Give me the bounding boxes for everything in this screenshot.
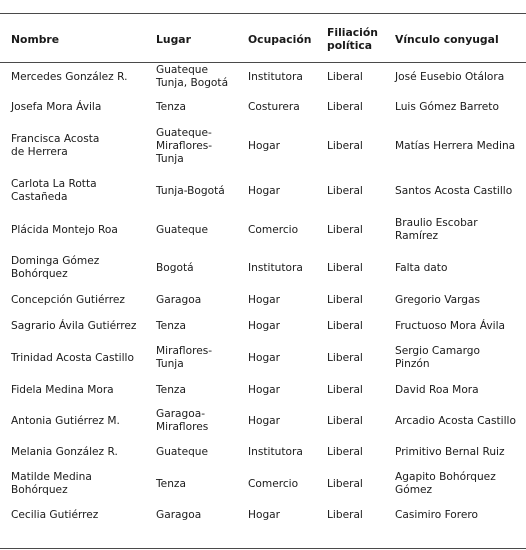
cell-ocupacion: Hogar [248,414,281,427]
table-row [0,466,526,502]
cell-lugar: Guateque [156,223,209,236]
cell-nombre: Antonia Gutiérrez M. [11,414,120,427]
cell-nombre: Josefa Mora Ávila [11,100,102,113]
cell-ocupacion: Costurera [248,100,300,113]
table-row [0,376,526,404]
cell-ocupacion: Institutora [248,261,303,274]
cell-nombre: Matilde Medina Bohórquez [11,471,92,496]
cell-nombre: Francisca Acosta de Herrera [11,133,100,158]
cell-filiacion: Liberal [327,261,363,274]
cell-lugar: Tunja-Bogotá [156,184,225,197]
cell-lugar: Tenza [156,477,186,490]
cell-lugar: Guateque [156,445,209,458]
cell-vinculo: Primitivo Bernal Ruiz [395,445,505,458]
cell-lugar: Miraflores- Tunja [156,345,213,370]
cell-lugar: Tenza [156,100,186,113]
cell-ocupacion: Hogar [248,383,281,396]
cell-ocupacion: Hogar [248,351,281,364]
cell-vinculo: Sergio Camargo Pinzón [395,345,481,370]
header-filiacion-politica: Filiación política [327,26,378,52]
cell-vinculo: David Roa Mora [395,383,479,396]
cell-filiacion: Liberal [327,70,363,83]
cell-vinculo: Braulio Escobar Ramírez [395,217,478,242]
cell-lugar: Garagoa [156,293,202,306]
table-row [0,404,526,438]
cell-lugar: Guateque- Miraflores- Tunja [156,126,213,165]
cell-nombre: Trinidad Acosta Castillo [11,351,134,364]
table-row [0,288,526,312]
cell-vinculo: Casimiro Forero [395,508,479,521]
cell-nombre: Dominga Gómez Bohórquez [11,255,100,280]
cell-ocupacion: Hogar [248,508,281,521]
cell-filiacion: Liberal [327,100,363,113]
cell-nombre: Plácida Montejo Roa [11,223,118,236]
table-row [0,248,526,288]
cell-nombre: Carlota La Rotta Castañeda [11,178,97,203]
cell-ocupacion: Hogar [248,139,281,152]
table-row [0,312,526,340]
cell-vinculo: Gregorio Vargas [395,293,481,306]
cell-vinculo: Luis Gómez Barreto [395,100,499,113]
cell-filiacion: Liberal [327,508,363,521]
header-lugar: Lugar [156,32,191,46]
table-row [0,92,526,122]
cell-filiacion: Liberal [327,445,363,458]
table-bottom-rule [0,548,526,549]
cell-vinculo: Matías Herrera Medina [395,139,516,152]
cell-ocupacion: Comercio [248,477,299,490]
cell-filiacion: Liberal [327,477,363,490]
cell-nombre: Melania González R. [11,445,118,458]
table-row [0,502,526,528]
cell-lugar: Bogotá [156,261,194,274]
cell-vinculo: Fructuoso Mora Ávila [395,319,506,332]
table-row [0,340,526,376]
cell-vinculo: Agapito Bohórquez Gómez [395,471,496,496]
cell-lugar: Guateque Tunja, Bogotá [156,64,229,89]
cell-lugar: Garagoa- Miraflores [156,408,209,433]
cell-filiacion: Liberal [327,293,363,306]
cell-filiacion: Liberal [327,139,363,152]
cell-nombre: Cecilia Gutiérrez [11,508,99,521]
cell-nombre: Concepción Gutiérrez [11,293,125,306]
cell-vinculo: Arcadio Acosta Castillo [395,414,516,427]
cell-filiacion: Liberal [327,184,363,197]
cell-ocupacion: Hogar [248,293,281,306]
cell-ocupacion: Hogar [248,319,281,332]
table-row [0,212,526,248]
table-row [0,438,526,466]
cell-ocupacion: Comercio [248,223,299,236]
cell-vinculo: Falta dato [395,261,448,274]
header-ocupacion: Ocupación [248,32,312,46]
cell-ocupacion: Institutora [248,445,303,458]
header-nombre: Nombre [11,32,60,46]
table-row [0,122,526,170]
table-row [0,62,526,92]
cell-nombre: Mercedes González R. [11,70,128,83]
table-top-rule [0,13,526,14]
cell-filiacion: Liberal [327,223,363,236]
cell-vinculo: Santos Acosta Castillo [395,184,513,197]
cell-filiacion: Liberal [327,319,363,332]
cell-filiacion: Liberal [327,383,363,396]
cell-ocupacion: Institutora [248,70,303,83]
table-header-row [0,18,526,60]
cell-lugar: Tenza [156,319,186,332]
cell-vinculo: José Eusebio Otálora [395,70,505,83]
cell-filiacion: Liberal [327,351,363,364]
cell-lugar: Tenza [156,383,186,396]
cell-ocupacion: Hogar [248,184,281,197]
cell-nombre: Fidela Medina Mora [11,383,114,396]
cell-lugar: Garagoa [156,508,202,521]
header-vinculo-conyugal: Vínculo conyugal [395,32,499,46]
cell-nombre: Sagrario Ávila Gutiérrez [11,319,137,332]
cell-filiacion: Liberal [327,414,363,427]
table-row [0,170,526,212]
